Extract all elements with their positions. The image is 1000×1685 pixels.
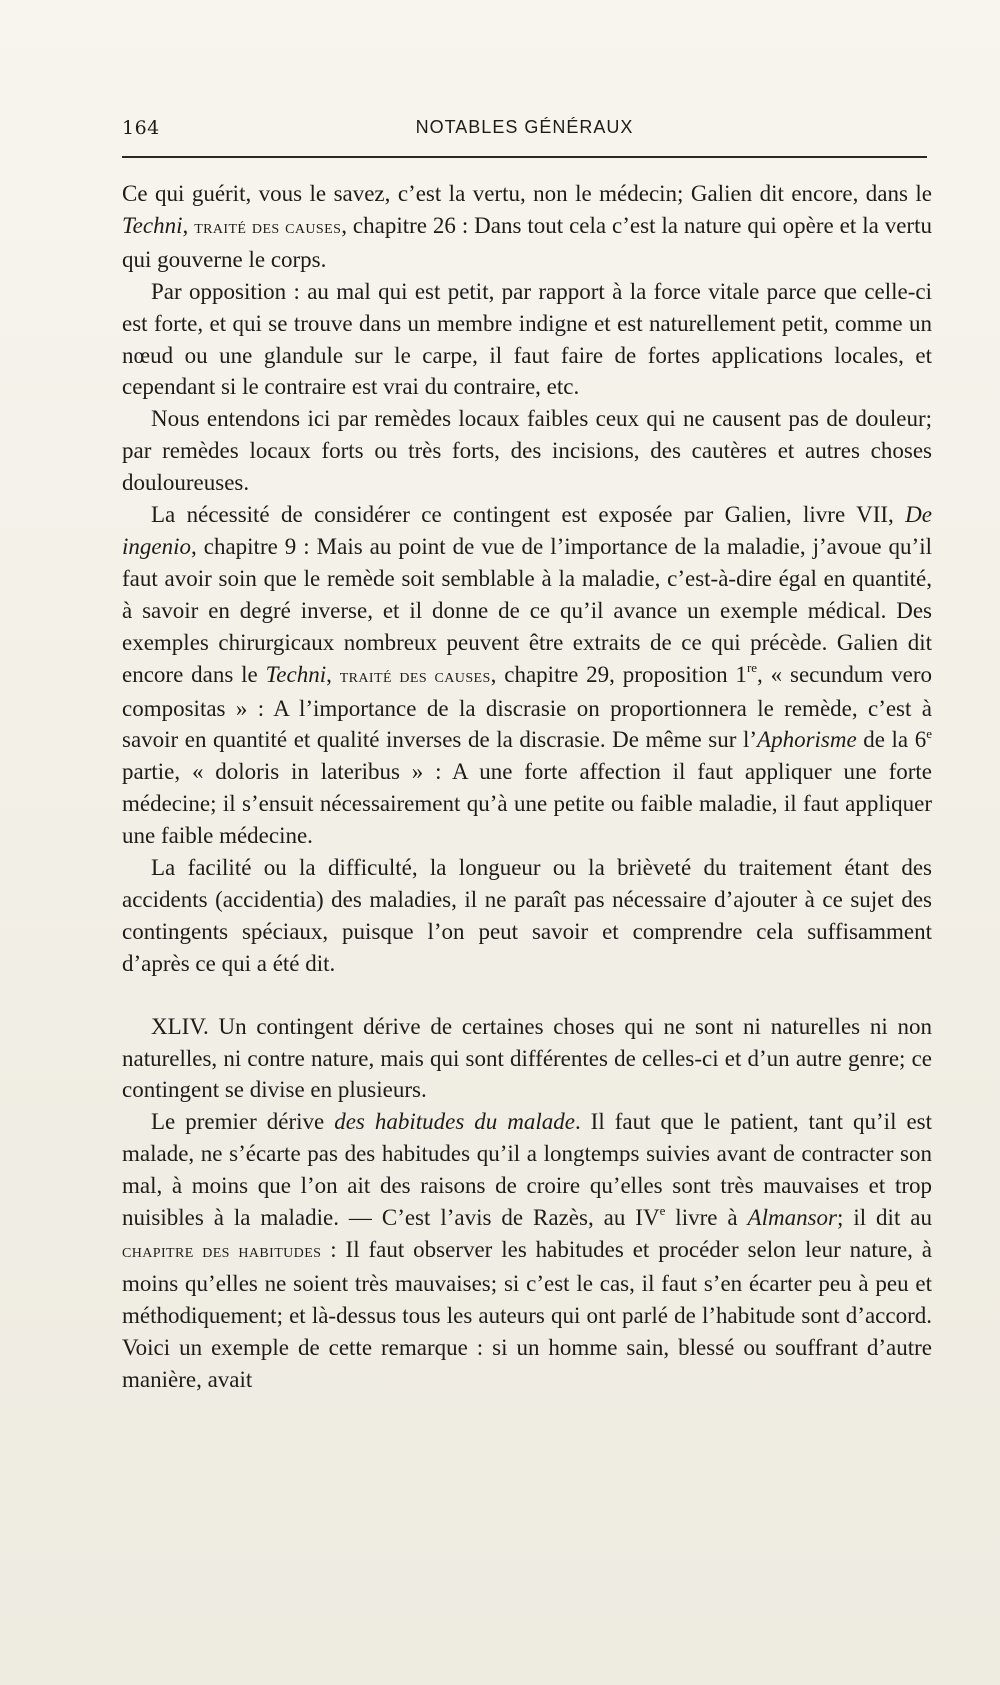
work-title-techni: Techni — [122, 212, 183, 238]
paragraph-2: Par opposition : au mal qui est petit, par rapport à la force vitale parce que celle-ci est forte, et qui se trouve dans un membre indigne et est naturellement petit, comme un nœud ou une glandule sur le carpe, il faut faire de fortes applications locales, et cependant si le contraire est vrai du contraire, etc. — [122, 278, 932, 400]
superscript: e — [659, 1203, 666, 1219]
work-title-techni: Techni — [265, 661, 327, 687]
paragraph-1: Ce qui guérit, vous le savez, c’est la vertu, non le médecin; Galien dit encore, dans le Techni, traité des causes, chapitre 26 : Dans tout cela c’est la nature qui opère et la vertu qui gouverne le corps. — [122, 181, 932, 272]
paragraph-5: La facilité ou la difficulté, la longueur ou la brièveté du traitement étant des accidents (accidentia) des maladies, il ne paraît pas nécessaire d’ajouter à ce sujet des contingents spéciaux, puisque l’on peut savoir et comprendre cela suffisamment d’après ce qui a été dit. — [122, 855, 932, 976]
superscript: re — [746, 659, 758, 675]
page-number: 164 — [122, 117, 160, 139]
small-caps-reference: traité des causes — [339, 664, 491, 687]
body-text — [122, 178, 932, 1396]
work-title-de-ingenio: De ingenio — [122, 502, 932, 559]
paragraph-6-section-xliv: XLIV. Un contingent dérive de certaines choses qui ne sont ni naturelles ni non naturelles, ni contre nature, mais qui sont différentes de celles-ci et d’un autre genre; ce contingent se divise en plusieurs. — [122, 1013, 932, 1103]
paragraph-4: La nécessité de considérer ce contingent est exposée par Galien, livre VII, De ingenio, chapitre 9 : Mais au point de vue de l’importance de la maladie, j’avoue qu’il faut avoir soin que le remède soit semblable à la maladie, c’est-à-dire égal en quantité, à savoir en degré inverse, et il donne de ce qu’il avance un exemple médical. Des exemples chirurgicaux nombreux peuvent être extraits de ce qui précède. Galien dit encore dans le Techni, traité des causes, chapitre 29, proposition 1re, « secundum vero compositas » : A l’importance de la discrasie on proportionnera le remède, c’est à savoir en quantité et qualité inverses de la discrasie. De même sur l’Aphorisme de la 6e partie, « doloris in lateribus » : A une forte affection il faut appliquer une forte médecine; il s’ensuit nécessairement qu’à une petite ou faible maladie, il faut appliquer une faible médecine. — [122, 502, 932, 849]
header-rule — [122, 156, 927, 158]
emphasis-habitudes: des habitudes du malade — [334, 1109, 575, 1135]
small-caps-reference: chapitre des habitudes — [122, 1240, 322, 1262]
superscript: e — [926, 725, 932, 741]
running-title: NOTABLES GÉNÉRAUX — [415, 117, 634, 137]
paragraph-7: Le premier dérive des habitudes du malade. Il faut que le patient, tant qu’il est malade, ne s’écarte pas des habitudes qu’il a longtemps suivies avant de contracter son mal, à moins que l’on ait des raisons de croire qu’elles sont très mauvaises et trop nuisibles à la maladie. — C’est l’avis de Razès, au IVe livre à Almansor; il dit au chapitre des habitudes : Il faut observer les habitudes et procéder selon leur nature, à moins qu’elles ne soient très mauvaises; si c’est le cas, il faut s’en écarter peu à peu et méthodiquement; et là-dessus tous les auteurs qui ont parlé de l’habitude sont d’accord. Voici un exemple de cette remarque : si un homme sain, blessé ou souffrant d’autre manière, avait — [122, 1109, 933, 1392]
small-caps-reference: traité des causes — [194, 215, 342, 238]
work-title-aphorisme: Aphorisme — [757, 727, 857, 753]
paragraph-3: Nous entendons ici par remèdes locaux faibles ceux qui ne causent pas de douleur; par remèdes locaux forts ou très forts, des incisions, des cautères et autres choses douloureuses. — [122, 406, 932, 496]
work-title-almansor: Almansor — [747, 1205, 837, 1231]
page-header — [122, 112, 927, 162]
